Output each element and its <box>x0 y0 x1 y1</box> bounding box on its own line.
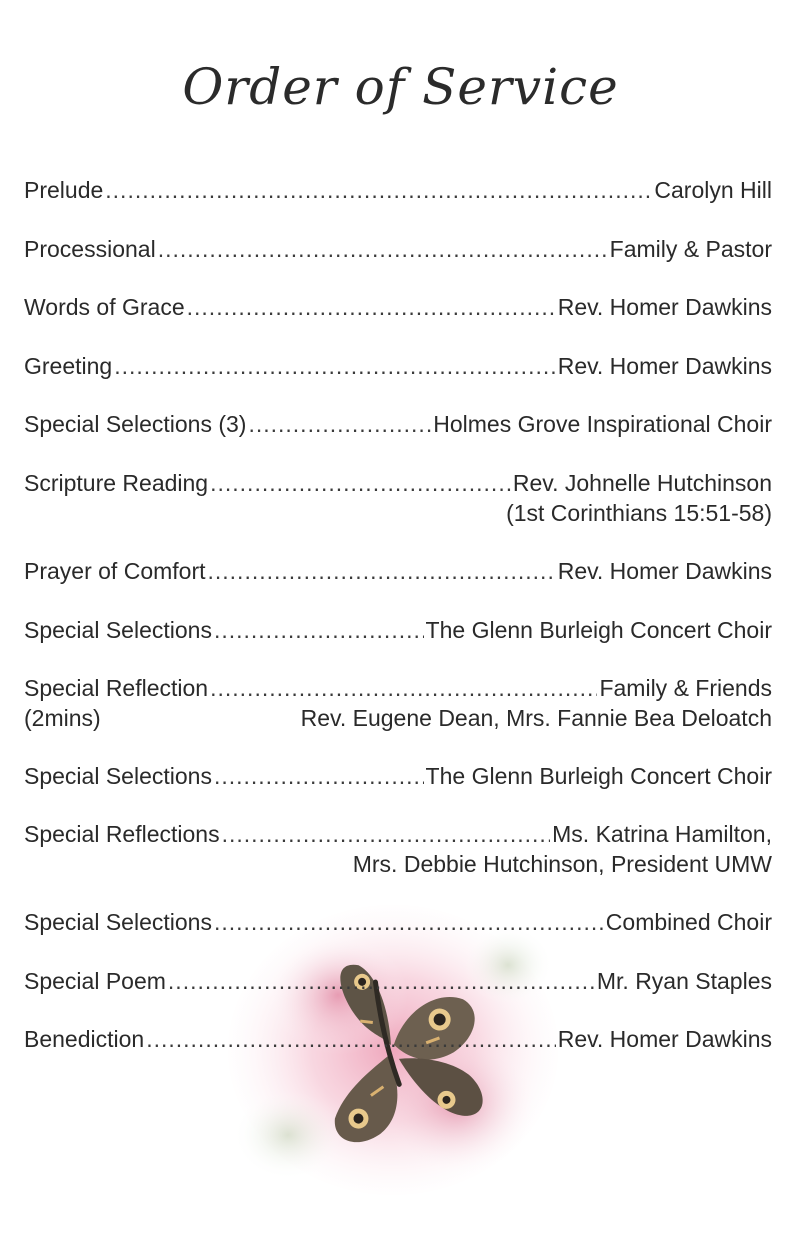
dot-leader <box>222 819 551 849</box>
program-label: Processional <box>24 236 156 262</box>
duration-note: (2mins) <box>24 705 101 731</box>
program-performer: Rev. Homer Dawkins <box>557 558 772 584</box>
program-label: Special Selections <box>24 617 212 643</box>
list-item <box>24 292 772 322</box>
list-item <box>24 615 772 645</box>
program-label: Special Reflection <box>24 675 209 701</box>
program-label: Prelude <box>24 177 104 203</box>
program-label: Special Reflections <box>24 821 220 847</box>
program-label: Benediction <box>24 1026 145 1052</box>
program-label: Special Selections <box>24 909 212 935</box>
program-performer: Family & Pastor <box>609 236 772 262</box>
program-label: Scripture Reading <box>24 470 209 496</box>
list-item <box>24 673 772 733</box>
dot-leader <box>248 409 431 439</box>
program-performer: Carolyn Hill <box>654 177 772 203</box>
program-label: Special Selections <box>24 763 212 789</box>
program-performer: Family & Friends <box>599 675 772 701</box>
dot-leader <box>214 907 604 937</box>
dot-leader <box>210 673 597 703</box>
program-performer: Rev. Homer Dawkins <box>557 294 772 320</box>
dot-leader <box>208 556 556 586</box>
performer-detail: Mrs. Debbie Hutchinson, President UMW <box>352 851 772 877</box>
program-performer: Rev. Homer Dawkins <box>557 1026 772 1052</box>
dot-leader <box>168 966 595 996</box>
program-performer: Ms. Katrina Hamilton, <box>552 821 772 847</box>
list-item <box>24 234 772 264</box>
program-performer: Rev. Homer Dawkins <box>557 353 772 379</box>
list-item <box>24 761 772 791</box>
list-item <box>24 409 772 439</box>
program-label: Words of Grace <box>24 294 185 320</box>
dot-leader <box>214 615 424 645</box>
reflection-detail-row <box>24 703 772 733</box>
dot-leader <box>105 175 652 205</box>
dot-leader <box>114 351 555 381</box>
list-item <box>24 907 772 937</box>
program-performer: The Glenn Burleigh Concert Choir <box>425 763 772 789</box>
dot-leader <box>214 761 424 791</box>
list-item <box>24 556 772 586</box>
list-item <box>24 175 772 205</box>
list-item <box>24 468 772 528</box>
program-performer: Holmes Grove Inspirational Choir <box>433 411 772 437</box>
dot-leader <box>187 292 556 322</box>
dot-leader <box>158 234 608 264</box>
program-label: Greeting <box>24 353 113 379</box>
program-label: Special Poem <box>24 968 166 994</box>
dot-leader <box>146 1024 556 1054</box>
program-performer: Combined Choir <box>605 909 772 935</box>
list-item <box>24 1024 772 1054</box>
page-title: Order of Service <box>182 58 619 116</box>
dot-leader <box>210 468 511 498</box>
scripture-reference: (1st Corinthians 15:51-58) <box>506 500 772 526</box>
program-label: Prayer of Comfort <box>24 558 206 584</box>
list-item <box>24 819 772 879</box>
program-label: Special Selections (3) <box>24 411 247 437</box>
performer-detail: Rev. Eugene Dean, Mrs. Fannie Bea Deloatch <box>300 705 772 731</box>
program-performer: Mr. Ryan Staples <box>596 968 772 994</box>
program-performer: Rev. Johnelle Hutchinson <box>512 470 772 496</box>
list-item <box>24 351 772 381</box>
list-item <box>24 966 772 996</box>
program-performer: The Glenn Burleigh Concert Choir <box>425 617 772 643</box>
